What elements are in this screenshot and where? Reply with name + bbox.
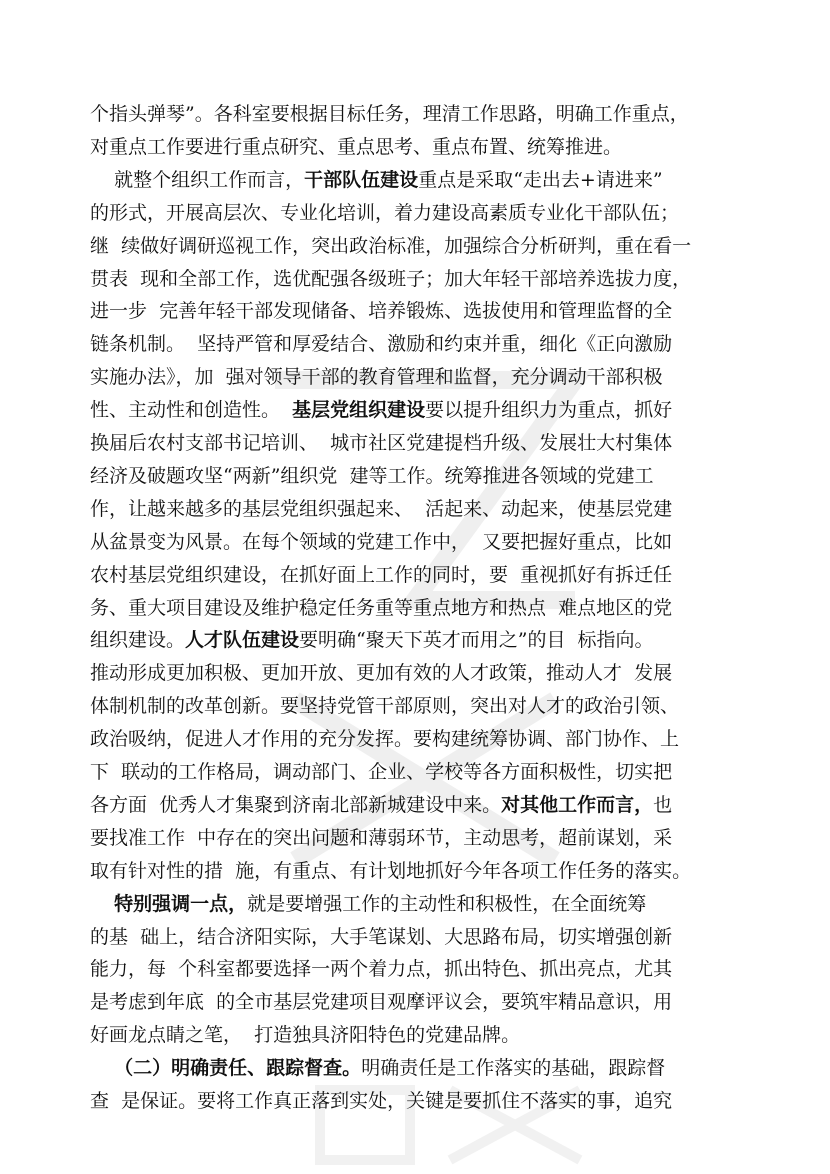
text-run: 进一步 完善年轻干部发现储备、培养锻炼、选拔使用和管理监督的全 [90,300,673,322]
text-run: 体制机制的改革创新。要坚持党管干部原则，突出对人才的政治引领、 [90,695,680,717]
text-line [90,427,750,459]
text-line [90,789,750,821]
bold-heading-run: 基层党组织建设 [292,399,426,421]
text-run: 的基 础上，结合济阳实际，大手笔谋划、大思路布局，切实增强创新 [90,926,673,948]
text-line [90,328,750,360]
text-line [90,263,750,295]
text-run: 就是要增强工作的主动性和积极性，在全面统筹 [247,893,647,915]
text-line [90,493,750,525]
text-run: 要以提升组织力为重点，抓好 [425,399,673,421]
bold-heading-run: 干部队伍建设 [304,169,419,191]
text-run: 下 联动的工作格局，调动部门、企业、学校等各方面积极性，切实把 [90,761,673,783]
text-run: 换届后农村支部书记培训、 城市社区党建提档升级、发展壮大村集体 [90,432,673,454]
text-run [90,1057,114,1079]
text-run: 经济及破题攻坚“两新”组织党 建等工作。统筹推进各领域的党建工 [90,465,654,487]
text-line [90,1019,750,1051]
text-run: 作，让越来越多的基层党组织强起来、 活起来、动起来，使基层党建 [90,498,673,520]
text-run: 查 是保证。要将工作真正落到实处，关键是要抓住不落实的事，追究 [90,1090,673,1112]
text-run: 从盆景变为风景。在每个领域的党建工作中， 又要把握好重点，比如 [90,531,673,553]
text-line [90,394,750,426]
text-line [90,295,750,327]
text-run: 对重点工作要进行重点研究、重点思考、重点布置、统筹推进。 [90,136,623,158]
text-line [90,986,750,1018]
text-line [90,624,750,656]
text-run: 各方面 优秀人才集聚到济南北部新城建设中来。 [90,794,502,816]
text-line [90,1085,750,1117]
bold-heading-run: 人才队伍建设 [185,629,300,651]
text-run: 取有针对性的措 施，有重点、有计划地抓好今年各项工作任务的落实。 [90,860,692,882]
text-line [90,690,750,722]
text-line [90,953,750,985]
text-line [90,230,750,262]
text-run: 要找准工作 中存在的突出问题和薄弱环节，主动思考，超前谋划，采 [90,827,673,849]
text-run: 组织建设。 [90,629,186,651]
text-run: 是考虑到年底 的全市基层党建项目观摩评议会，要筑牢精品意识，用 [90,991,673,1013]
text-run: 政治吸纳，促进人才作用的充分发挥。要构建统筹协调、部门协作、上 [90,728,680,750]
text-run: 重点是采取“走出去+请进来” [418,169,663,191]
text-run: 个指头弹琴”。各科室要根据目标任务，理清工作思路，明确工作重点， [90,103,689,125]
text-line [90,888,750,920]
text-run: 农村基层党组织建设，在抓好面上工作的同时，要 重视抓好有拆迁任 [90,564,673,586]
text-run: 要明确“聚天下英才而用之”的目 标指向。 [299,629,654,651]
text-run: 能力，每 个科室都要选择一两个着力点，抓出特色、抓出亮点，尤其 [90,958,673,980]
text-run: 性、主动性和创造性。 [90,399,293,421]
text-line [90,460,750,492]
text-line [90,361,750,393]
text-run: 明确责任是工作落实的基础，跟踪督 [361,1057,666,1079]
text-run: 好画龙点睛之笔， 打造独具济阳特色的党建品牌。 [90,1024,521,1046]
text-run: 就整个组织工作而言， [90,169,305,191]
text-line [90,131,750,163]
text-line [90,592,750,624]
text-line [90,723,750,755]
text-run: 推动形成更加积极、更加开放、更加有效的人才政策，推动人才 发展 [90,662,673,684]
text-run: 也 [653,794,673,816]
text-line [90,657,750,689]
text-run [90,893,114,915]
bold-heading-run: 特别强调一点， [114,893,248,915]
text-line [90,756,750,788]
text-line [90,164,750,196]
text-line [90,822,750,854]
bold-heading-run: （二）明确责任、跟踪督查。 [114,1057,362,1079]
text-line [90,98,750,130]
text-line [90,526,750,558]
text-run: 的形式，开展高层次、专业化培训，着力建设高素质专业化干部队伍； [90,202,680,224]
text-run: 实施办法》，加 强对领导干部的教育管理和监督，充分调动干部积极 [90,366,663,388]
text-line [90,1052,750,1084]
text-run: 链条机制。 坚持严管和厚爱结合、激励和约束并重，细化《正向激励 [90,333,673,355]
text-run: 务、重大项目建设及维护稳定任务重等重点地方和热点 难点地区的党 [90,597,673,619]
text-line [90,197,750,229]
text-line [90,855,750,887]
text-run: 贯表 现和全部工作，选优配强各级班子；加大年轻干部培养选拔力度， [90,268,692,290]
bold-heading-run: 对其他工作而言， [501,794,654,816]
text-line [90,921,750,953]
text-line [90,559,750,591]
text-run: 继 续做好调研巡视工作，突出政治标准，加强综合分析研判，重在看一 [90,235,692,257]
